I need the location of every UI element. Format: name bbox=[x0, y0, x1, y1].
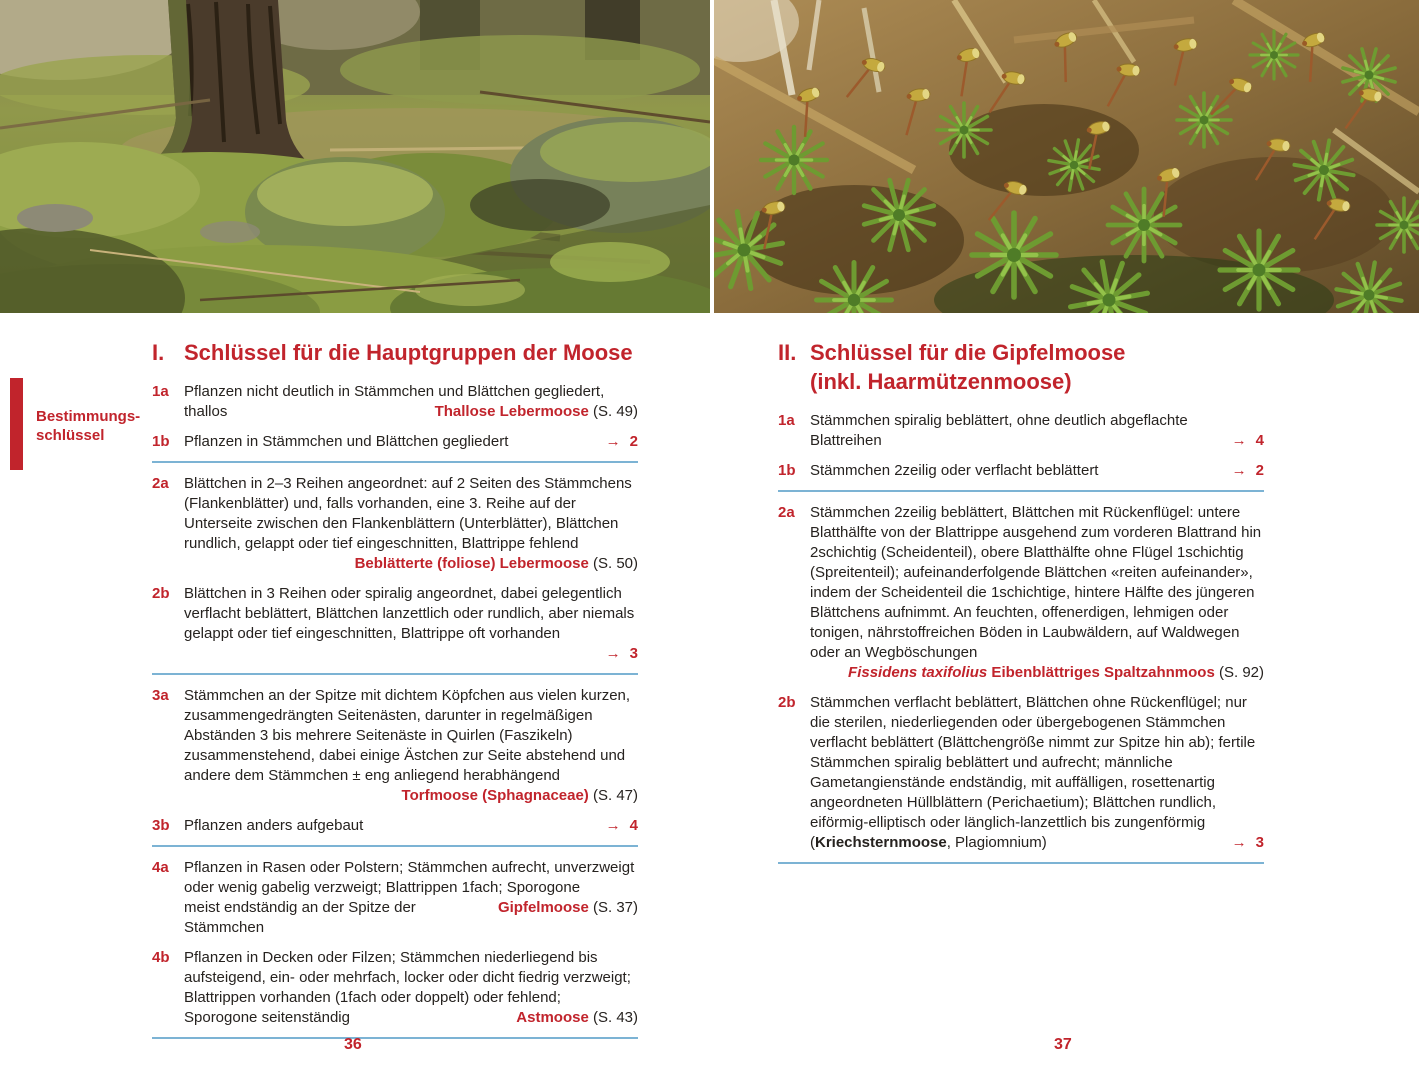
key-item-4b bbox=[152, 948, 638, 1039]
item-result: Gipfelmoose (S. 37) bbox=[497, 899, 638, 916]
key-item-3b bbox=[152, 816, 638, 847]
item-text: Blättchen in 3 Reihen oder spiralig angeordnet, dabei gelegentlich verflacht beblättert, Blättchen lanzettlich oder rundlich, aber niemals gelappt oder tief eingeschnitten, Blattrippe oft vorhanden bbox=[184, 585, 635, 642]
arrow-right-icon: → bbox=[1231, 834, 1247, 851]
right-page-title bbox=[778, 338, 1264, 396]
moss-closeup-illustration bbox=[714, 0, 1419, 313]
key-item-r1b bbox=[778, 461, 1264, 492]
item-tail-text: Blattreihen bbox=[810, 432, 882, 449]
item-result: → 4 bbox=[1231, 432, 1264, 449]
key-item-r2b bbox=[778, 693, 1264, 864]
arrow-right-icon: → bbox=[605, 645, 621, 662]
item-tail-text: Pflanzen in Stämmchen und Blättchen gegliedert bbox=[184, 433, 509, 450]
item-tail-text bbox=[184, 554, 345, 574]
left-page-title bbox=[152, 338, 638, 367]
item-result: → 3 bbox=[1231, 834, 1264, 851]
moss-closeup-photo bbox=[714, 0, 1419, 313]
right-title-text: Schlüssel für die Gipfelmoose (inkl. Haarmützenmoose) bbox=[810, 340, 1126, 394]
key-item-2b bbox=[152, 584, 638, 675]
item-result: Astmoose (S. 43) bbox=[516, 1009, 638, 1026]
key-item-3a bbox=[152, 686, 638, 806]
item-label: 1a bbox=[152, 383, 169, 400]
key-item-2a bbox=[152, 474, 638, 574]
item-text: Pflanzen in Decken oder Filzen; Stämmchen niederliegend bis aufsteigend, ein- oder mehrfach, locker oder dicht fiedrig verzweigt; Blattrippen vorhanden (1fach oder doppelt) oder fehlend; bbox=[184, 949, 631, 1006]
item-result: → 2 bbox=[605, 433, 638, 450]
right-title-numeral: II. bbox=[778, 340, 797, 365]
item-tail-text bbox=[810, 663, 838, 683]
item-result: → 4 bbox=[605, 817, 638, 834]
item-label: 2a bbox=[778, 504, 795, 521]
item-text: Pflanzen in Rasen oder Polstern; Stämmchen aufrecht, unverzweigt oder wenig gabelig verzweigt; Blattrippen 1fach; Sporogone bbox=[184, 859, 635, 896]
left-title-text: Schlüssel für die Hauptgruppen der Moose bbox=[184, 340, 633, 365]
item-text: Blättchen in 2–3 Reihen angeordnet: auf 2 Seiten des Stämmchens (Flankenblätter) und, falls vorhanden, eine 3. Reihe auf der Unterseite zwischen den Flankenblättern (Unterblätter), Blättchen rundlich, gelappt oder tief eingeschnitten, Blattrippe fehlend bbox=[184, 475, 632, 552]
key-item-r1a bbox=[778, 411, 1264, 451]
item-result: → 2 bbox=[1231, 462, 1264, 479]
item-text: Stämmchen an der Spitze mit dichtem Köpfchen aus vielen kurzen, zusammengedrängten Seitenästen, darunter in regelmäßigen Abständen 3 bis mehrere Seitenäste in Quirlen (Faszikeln) zusammenstehend, dabei einige Ästchen zur Seite abstehend und andere dem Stämmchen ± eng anliegend herabhängend bbox=[184, 687, 631, 784]
item-text: Stämmchen spiralig beblättert, ohne deutlich abgeflachte bbox=[810, 412, 1188, 429]
chapter-tab-line1: Bestimmungs- bbox=[36, 408, 141, 425]
item-text: Stämmchen 2zeilig beblättert, Blättchen mit Rückenflügel: untere Blatthälfte von der Blattrippe ausgehend zum vorderen Blattrand hin 2schichtig (Scheidenteil), obere Blatthälfte ohne Flügel 1schichtig (Spreitenteil); aufeinanderfolgende Blättchen «reiten aufeinander», indem der Scheidenteil die 1schichtige, hintere Hälfte des jüngeren Blättchens aufnimmt. An feuchten, offenerdigen, lehmigen oder tonigen, nährstoffreichen Böden in Laubwäldern, auf Waldwegen oder an Wegböschungen bbox=[810, 504, 1262, 661]
arrow-right-icon: → bbox=[605, 817, 621, 834]
item-label: 1b bbox=[152, 433, 170, 450]
item-label: 1a bbox=[778, 412, 795, 429]
item-label: 1b bbox=[778, 462, 796, 479]
item-tail-text: meist endständig an der Spitze der Stämmchen bbox=[184, 899, 416, 936]
key-item-1b bbox=[152, 432, 638, 463]
chapter-tab-label bbox=[36, 407, 140, 445]
chapter-tab-line2: schlüssel bbox=[36, 427, 105, 444]
item-tail-text: Sporogone seitenständig bbox=[184, 1009, 350, 1026]
item-result: Beblätterte (foliose) Lebermoose (S. 50) bbox=[354, 555, 638, 572]
item-label: 2b bbox=[152, 585, 170, 602]
item-text: Stämmchen verflacht beblättert, Blättchen ohne Rückenflügel; nur die sterilen, niederliegenden oder übergebogenen Stämmchen verflacht beblättert (Blättchengröße nimmt zur Spitze hin ab); fertile Stämmchen spiralig beblättert und aufrecht; männliche Gametangienstände endständig, mit auffälligen, rosettenartig angeordneten Hüllblättern (Perichaetium); Blättchen rundlich, eiförmig-elliptisch oder länglich-lanzettlich bis zungenförmig bbox=[810, 694, 1256, 831]
right-page-key bbox=[778, 338, 1264, 875]
item-label: 3b bbox=[152, 817, 170, 834]
left-title-numeral: I. bbox=[152, 340, 165, 365]
item-tail-text: (Kriechsternmoose, Plagiomnium) bbox=[810, 834, 1047, 851]
arrow-right-icon: → bbox=[1231, 462, 1247, 479]
right-page-number: 37 bbox=[1054, 1036, 1072, 1053]
item-label: 4a bbox=[152, 859, 169, 876]
left-page-key bbox=[152, 338, 638, 1050]
item-tail-text: Stämmchen 2zeilig oder verflacht beblättert bbox=[810, 462, 1099, 479]
item-label: 4b bbox=[152, 949, 170, 966]
chapter-tab-bar bbox=[10, 378, 23, 470]
left-page-number: 36 bbox=[344, 1036, 362, 1053]
key-item-1a bbox=[152, 382, 638, 422]
item-tail-text: thallos bbox=[184, 403, 228, 420]
item-tail-text bbox=[184, 644, 596, 664]
item-result: Torfmoose (Sphagnaceae) (S. 47) bbox=[401, 787, 638, 804]
item-label: 2a bbox=[152, 475, 169, 492]
item-tail-text: Pflanzen anders aufgebaut bbox=[184, 817, 364, 834]
arrow-right-icon: → bbox=[605, 433, 621, 450]
forest-floor-photo bbox=[0, 0, 710, 313]
item-result: Fissidens taxifolius Eibenblättriges Spaltzahnmoos (S. 92) bbox=[848, 664, 1264, 681]
arrow-right-icon: → bbox=[1231, 432, 1247, 449]
item-text: Pflanzen nicht deutlich in Stämmchen und Blättchen gegliedert, bbox=[184, 383, 605, 400]
key-item-r2a bbox=[778, 503, 1264, 683]
item-result: Thallose Lebermoose (S. 49) bbox=[434, 403, 638, 420]
item-label: 2b bbox=[778, 694, 796, 711]
item-tail-text bbox=[184, 786, 392, 806]
key-item-4a bbox=[152, 858, 638, 938]
item-result: → 3 bbox=[605, 645, 638, 662]
item-label: 3a bbox=[152, 687, 169, 704]
forest-floor-illustration bbox=[0, 0, 710, 313]
